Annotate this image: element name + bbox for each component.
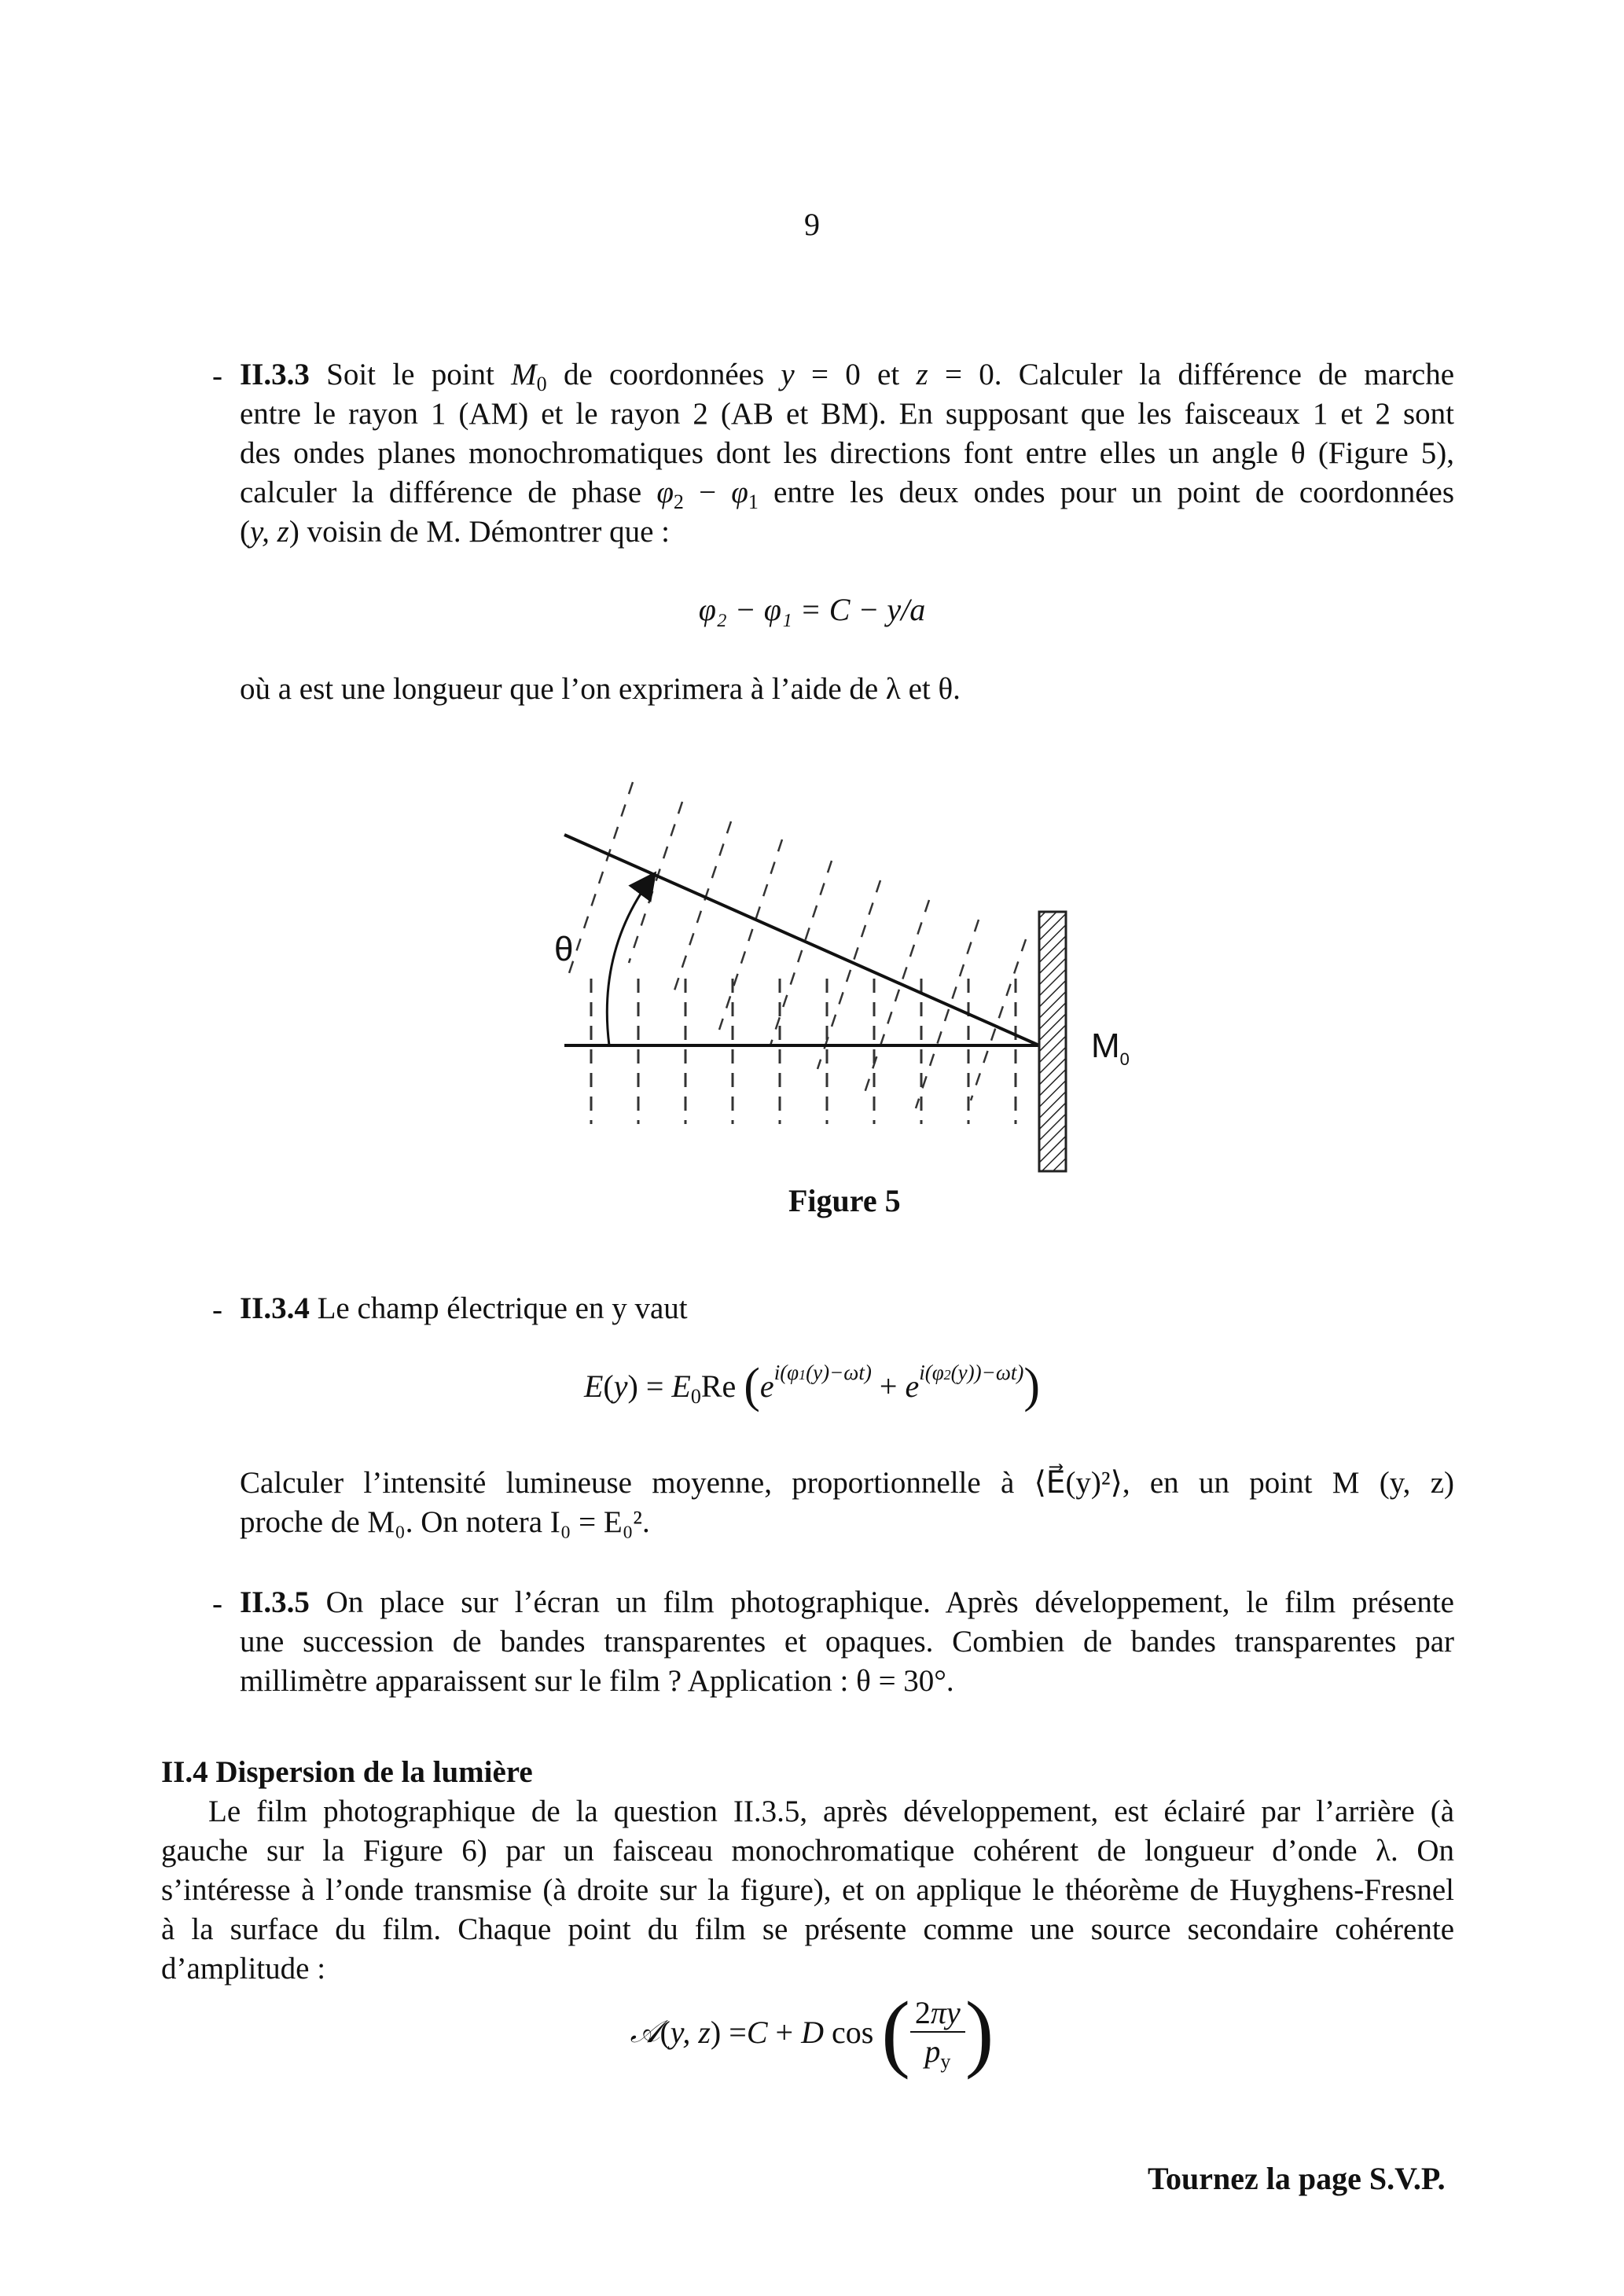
point-m0: $M_0$ [511,358,547,395]
question-label: II.3.4 [240,1291,310,1325]
q333-line5: voisin de M. Démontrer que : [307,515,671,549]
question-ii-3-5 [240,1583,1454,1701]
section-line3: s’intéresse à l’onde transmise (à droite sur la figure), et on applique le théorème de Huyghens-Fresnel [161,1873,1454,1907]
q333-line3: des ondes planes monochromatiques dont les directions font entre elles un angle θ (Figure 5), [240,436,1454,470]
q333-line4a: calculer la différence de phase [240,476,642,509]
q333-text2: de coordonnées [563,358,765,391]
section-body [161,1792,1454,1989]
q333-text3: Calculer la différence de marche [1018,358,1455,391]
footer-turn-page: Tournez la page S.V.P. [1148,2161,1446,2196]
section-line2: gauche sur la Figure 6) par un faisceau monochromatique cohérent de longueur d’onde λ. On [161,1834,1454,1868]
equation-amplitude: 𝒜 ( y, z ) = C + D cos ( $\frac{2\pi y}{p_y}$ ) [630,1984,994,2080]
section-line5: d’amplitude : [161,1952,326,1986]
question-ii-3-4 [240,1289,688,1328]
q333-line4b: entre les deux ondes pour un point de coordonnées [773,476,1455,509]
equation-field: $E(y) = E_0Re$ $(e^{i(\varphi 1(y)-\omega t)} + e^{i(\varphi 2(y))-\omega t)})$ [583,1359,1041,1412]
section-line4: à la surface du film. Chaque point du film se présente comme une source secondaire cohérente [161,1912,1454,1946]
screen [1039,912,1066,1171]
q333-text1: Soit le point [326,358,494,391]
question-label: II.3.5 [240,1585,310,1619]
question-label: II.3.3 [240,358,310,391]
question-ii-3-3: II.3.3 Soit le point $M_0$ de coordonnées y = 0 et z = 0. Calculer la différence de marche entre le rayon 1 (AM) et le rayon 2 (AB et BM). En supposant que les faisceaux 1 et 2 sont des ondes planes monochromatiques dont les directions font entre elles un angle θ (Figure 5), calculer la différence de phase $\varphi_2 - \varphi_1$ entre les deux ondes pour un point de coordonnées (y, z) voisin de M. Démontrer que : [240,358,1455,549]
bullet-dash: - [212,359,222,393]
wavefronts-beam-2 [566,782,1026,1108]
q335-line3: millimètre apparaissent sur le film ? Application : θ = 30°. [240,1664,954,1698]
q334-line2: proche de M₀. On notera I₀ = E₀². [240,1505,650,1539]
page-number: 9 [804,207,820,242]
q335-line1: On place sur l’écran un film photographique. Après développement, le film présente [325,1585,1454,1619]
equation-phase: φ₂ − φ₁ = C − y/a [698,592,926,627]
phase-diff: $\varphi_2 - \varphi_1$ [656,476,759,513]
bullet-dash: - [212,1587,222,1621]
m0-label: $M_0$ [1091,1027,1130,1069]
figure-5-caption: Figure 5 [788,1183,901,1218]
q334-body [240,1464,1454,1542]
theta-label: θ [554,930,574,968]
coords-y0: y [781,358,795,391]
bullet-dash: - [212,1293,222,1327]
coords-yz: (y, z) [240,515,299,549]
section-heading: II.4 Dispersion de la lumière [161,1755,533,1789]
section-line1: Le film photographique de la question II.3.5, après développement, est éclairé par l’arrière (à [208,1795,1454,1828]
q335-line2: une succession de bandes transparentes et opaques. Combien de bandes transparentes par [240,1625,1454,1659]
q333-after: où a est une longueur que l’on exprimera à l’aide de λ et θ. [240,672,961,706]
q333-line2: entre le rayon 1 (AM) et le rayon 2 (AB et BM). En supposant que les faisceaux 1 et 2 sont [240,397,1454,431]
wavefronts-beam-1 [591,979,1016,1124]
q334-text: Le champ électrique en y vaut [317,1291,688,1325]
q334-line1: Calculer l’intensité lumineuse moyenne, proportionnelle à ⟨E⃗(y)²⟩, en un point M (y, z) [240,1466,1454,1500]
